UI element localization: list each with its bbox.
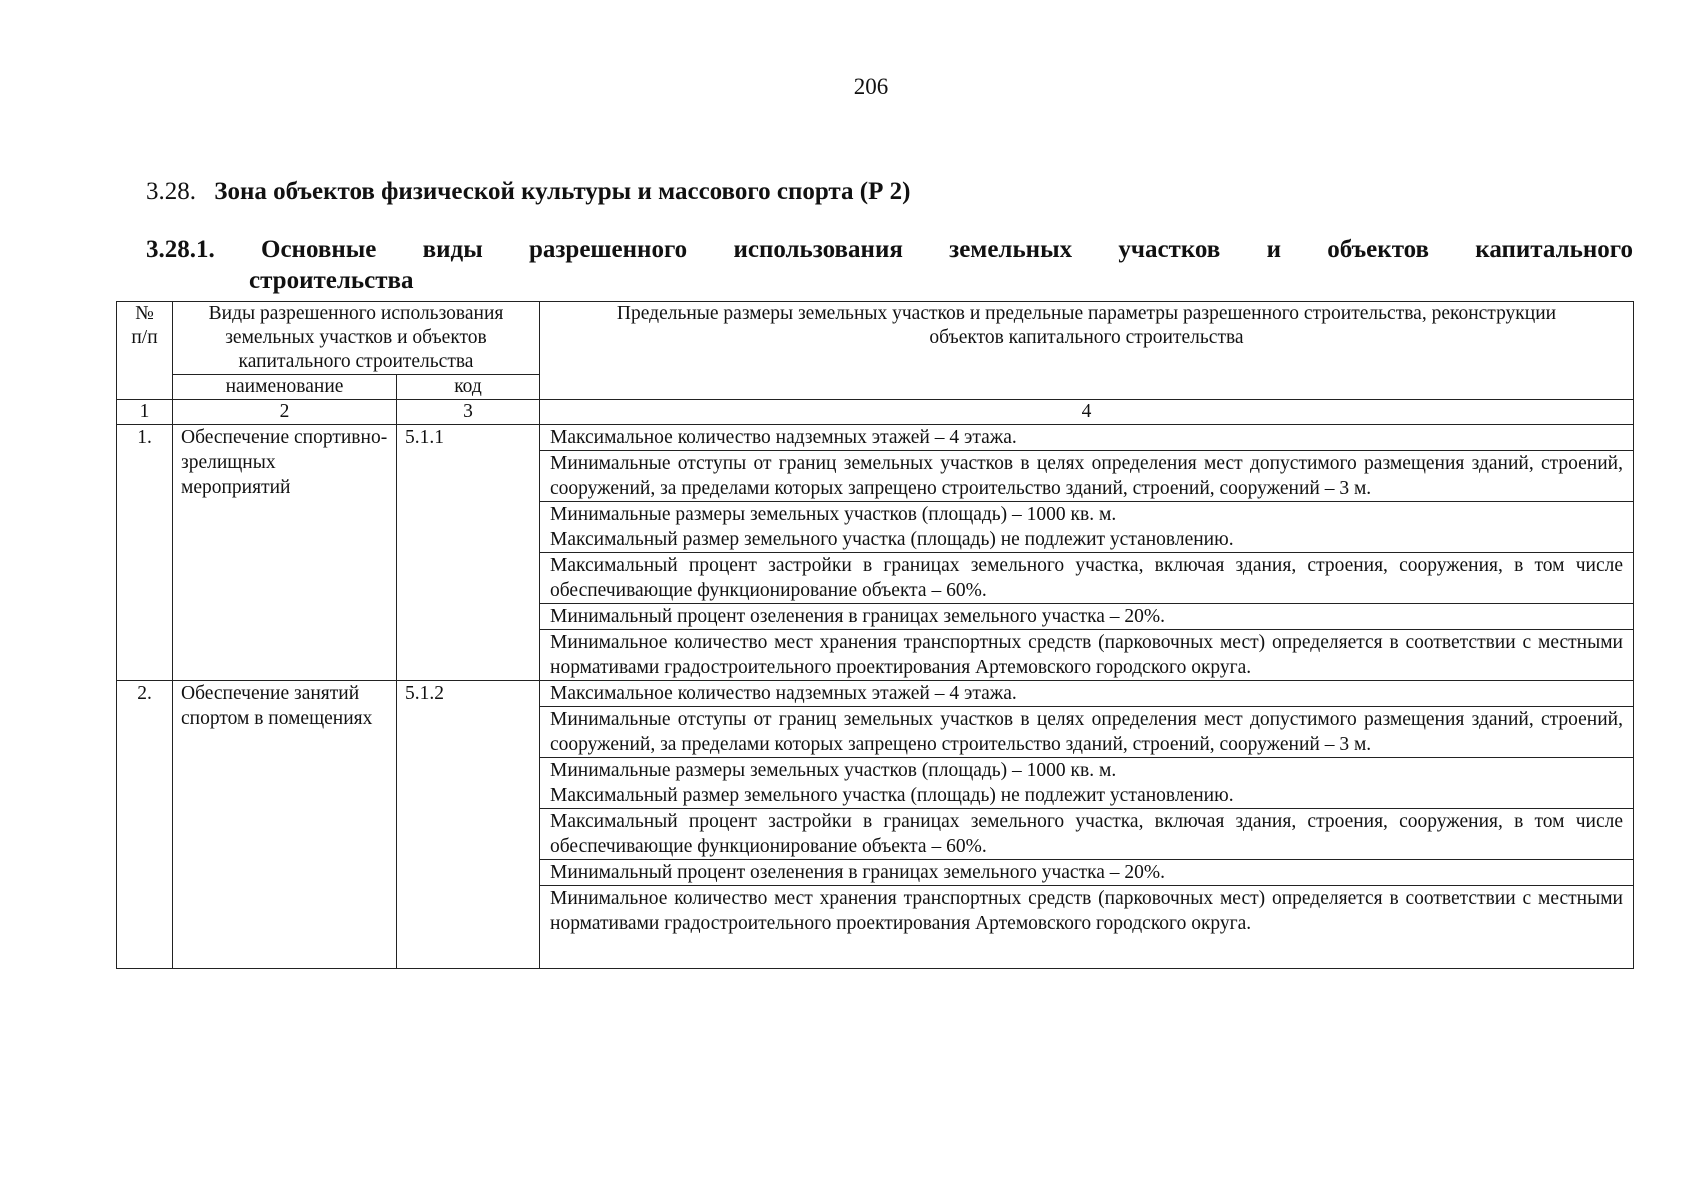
use-type-code: 5.1.1	[397, 425, 540, 681]
table-row	[117, 425, 1634, 681]
subsection-line-1	[146, 234, 1633, 265]
column-number: 3	[397, 400, 540, 425]
header-name: наименование	[173, 375, 397, 400]
regulations-table	[116, 301, 1634, 969]
page-number: 206	[853, 74, 889, 99]
subsection-word: и	[1266, 236, 1281, 263]
subsection-word: использования	[733, 236, 903, 263]
subsection-line-2: строительства	[249, 267, 414, 294]
column-number: 2	[173, 400, 397, 425]
param-line: Минимальные размеры земельных участков (площадь) – 1000 кв. м.	[550, 504, 1117, 525]
param-item	[540, 502, 1633, 553]
param-item: Минимальное количество мест хранения транспортных средств (парковочных мест) определяется в соответствии с местными нормативами градостроительного проектирования Артемовского городского округа.	[550, 632, 1623, 678]
params-cell	[540, 425, 1634, 681]
use-type-name: Обеспечение спортивно-зрелищных мероприятий	[173, 425, 397, 681]
param-line: Максимальный размер земельного участка (площадь) не подлежит установлению.	[550, 529, 1234, 550]
section-number: 3.28.	[146, 178, 196, 205]
section-title-text: Зона объектов физической культуры и массового спорта (Р 2)	[214, 178, 911, 205]
column-number: 1	[117, 400, 173, 425]
section-title	[146, 178, 910, 206]
subsection-word: участков	[1118, 236, 1221, 263]
param-line: Максимальный размер земельного участка (площадь) не подлежит установлению.	[550, 785, 1234, 806]
use-type-code: 5.1.2	[397, 681, 540, 969]
param-item: Минимальное количество мест хранения транспортных средств (парковочных мест) определяется в соответствии с местными нормативами градостроительного проектирования Артемовского городского округа.	[550, 888, 1623, 934]
subsection-word: капитального	[1475, 236, 1633, 263]
subsection-word: Основные	[261, 236, 377, 263]
use-type-name: Обеспечение занятий спортом в помещениях	[173, 681, 397, 969]
subsection-heading	[146, 234, 1633, 296]
subsection-word: объектов	[1327, 236, 1430, 263]
header-num: № п/п	[117, 302, 173, 400]
table-row	[117, 681, 1634, 969]
column-number: 4	[540, 400, 1634, 425]
row-number: 2.	[117, 681, 173, 969]
subsection-word: виды	[422, 236, 483, 263]
header-types: Виды разрешенного использования земельных участков и объектов капитального строительства	[173, 302, 540, 375]
subsection-word: разрешенного	[528, 236, 688, 263]
subsection-number: 3.28.1.	[146, 236, 215, 263]
param-line: Минимальные размеры земельных участков (площадь) – 1000 кв. м.	[550, 760, 1117, 781]
param-item: Максимальное количество надземных этажей – 4 этажа.	[540, 425, 1633, 451]
param-item: Минимальный процент озеленения в границах земельного участка – 20%.	[540, 604, 1633, 630]
param-item: Минимальный процент озеленения в границах земельного участка – 20%.	[540, 860, 1633, 886]
param-item	[540, 758, 1633, 809]
header-code: код	[397, 375, 540, 400]
param-item: Максимальный процент застройки в границах земельного участка, включая здания, строения, сооружения, в том числе обеспечивающие функционирование объекта – 60%.	[540, 553, 1633, 604]
row-number: 1.	[117, 425, 173, 681]
params-cell	[540, 681, 1634, 969]
header-params: Предельные размеры земельных участков и предельные параметры разрешенного строительства, реконструкции объектов капитального строительства	[540, 302, 1634, 400]
subsection-word: земельных	[949, 236, 1073, 263]
param-item: Максимальное количество надземных этажей – 4 этажа.	[540, 681, 1633, 707]
param-item: Минимальные отступы от границ земельных участков в целях определения мест допустимого размещения зданий, строений, сооружений, за пределами которых запрещено строительство зданий, строений, сооружений – 3 м.	[540, 451, 1633, 502]
param-item: Максимальный процент застройки в границах земельного участка, включая здания, строения, сооружения, в том числе обеспечивающие функционирование объекта – 60%.	[540, 809, 1633, 860]
param-item: Минимальные отступы от границ земельных участков в целях определения мест допустимого размещения зданий, строений, сооружений, за пределами которых запрещено строительство зданий, строений, сооружений – 3 м.	[540, 707, 1633, 758]
